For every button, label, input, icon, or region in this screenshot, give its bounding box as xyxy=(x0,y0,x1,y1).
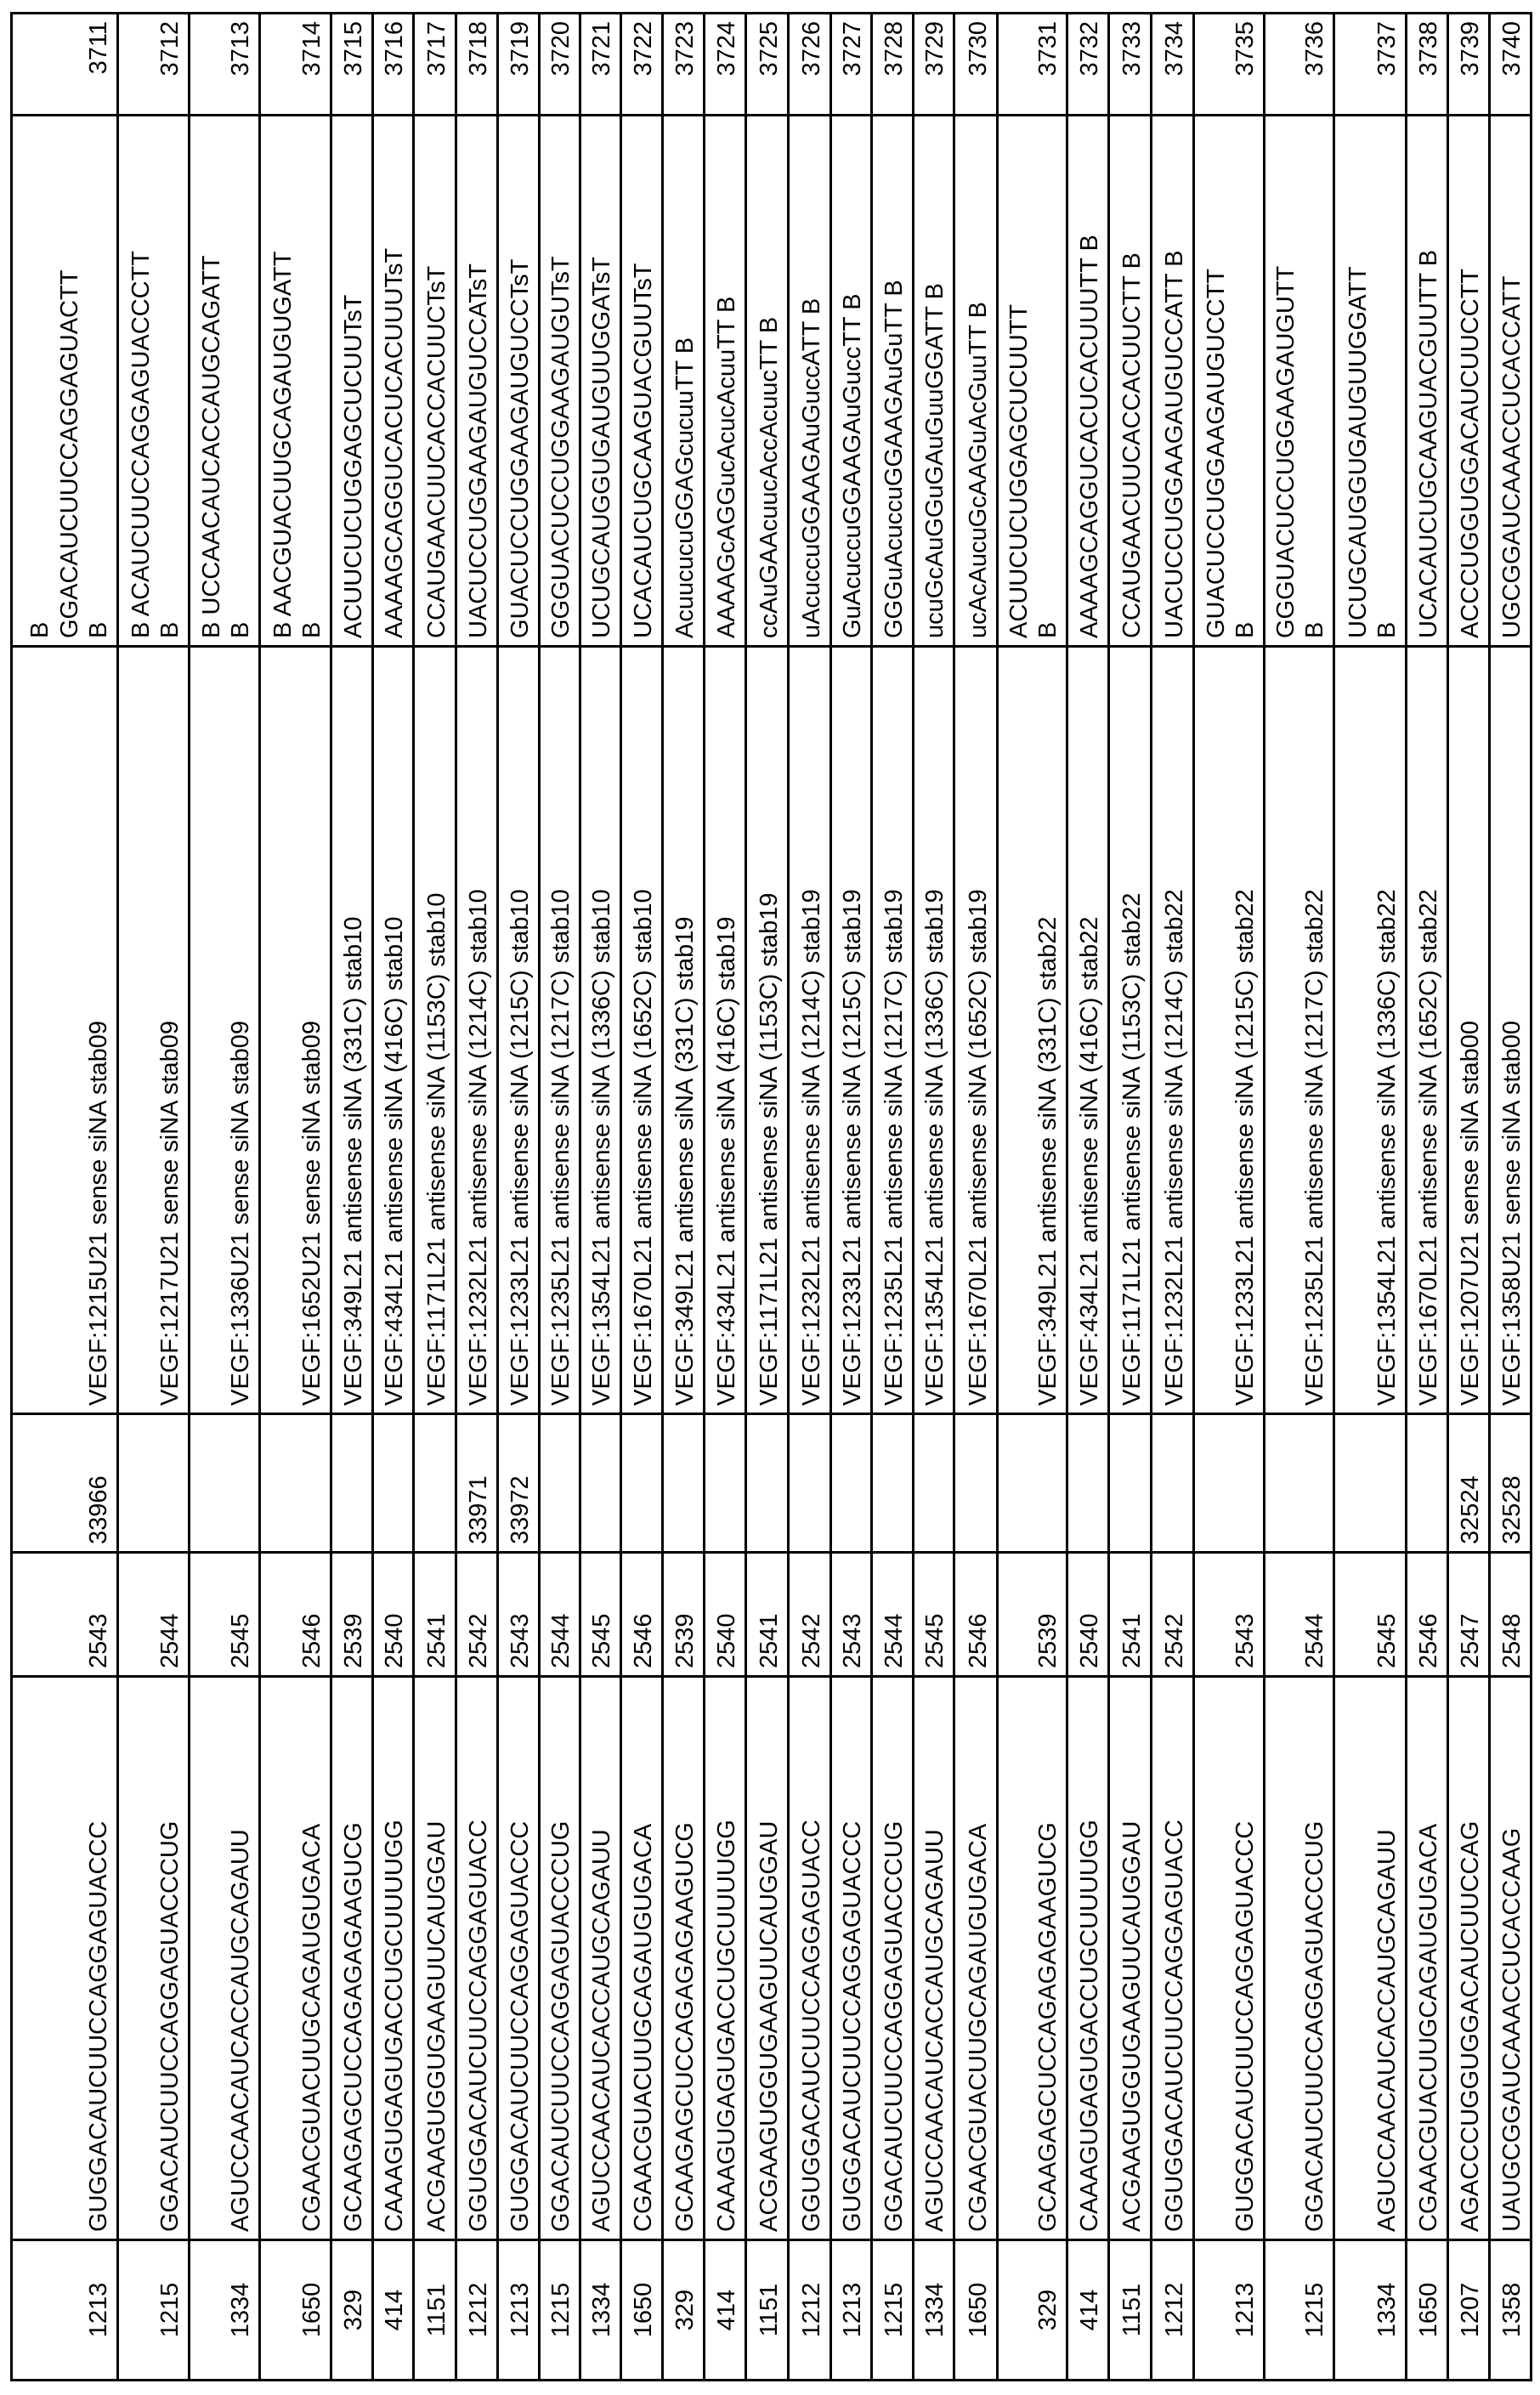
target-seq-id-cell: 2542 xyxy=(789,1553,831,1677)
sirna-seq-id-cell: 3729 xyxy=(914,14,954,116)
target-sequence-cell: GUGGACAUCUUCCAGGAGUACCC xyxy=(498,1677,540,2240)
target-seq-id-cell: 2546 xyxy=(260,1553,331,1677)
target-seq-id-cell: 2545 xyxy=(1334,1553,1407,1677)
target-seq-id-cell: 2545 xyxy=(190,1553,260,1677)
table-row xyxy=(1265,14,1334,2381)
sirna-sequence-cell: UCUGCAUGGUGAUGUUGGATsT xyxy=(580,116,621,647)
sirna-seq-id-cell: 3720 xyxy=(540,14,580,116)
target-seq-id-cell: 2545 xyxy=(580,1553,621,1677)
target-position-cell: 1650 xyxy=(260,2240,331,2381)
table-row xyxy=(456,14,498,2381)
compound-number-cell xyxy=(1334,1414,1407,1553)
target-sequence-cell: ACGAAGUGGUGAAGUUCAUGGAU xyxy=(414,1677,456,2240)
target-sequence-cell: GGACAUCUUCCAGGAGUACCCUG xyxy=(118,1677,190,2240)
table-row xyxy=(12,14,118,2381)
target-position-cell: 1215 xyxy=(540,2240,580,2381)
target-seq-id-cell: 2546 xyxy=(1407,1553,1448,1677)
sirna-seq-id-cell: 3737 xyxy=(1334,14,1407,116)
compound-number-cell xyxy=(998,1414,1067,1553)
sirna-sequence-cell: B AACGUACUUGCAGAUGUGATT B xyxy=(260,116,331,647)
compound-number-cell xyxy=(954,1414,998,1553)
target-position-cell: 1213 xyxy=(831,2240,872,2381)
target-position-cell: 1151 xyxy=(1109,2240,1152,2381)
target-position-cell: 1213 xyxy=(12,2240,118,2381)
target-position-cell: 1213 xyxy=(498,2240,540,2381)
alias-cell: VEGF:1232L21 antisense siNA (1214C) stab22 xyxy=(1152,647,1194,1414)
sirna-sequence-cell: UACUCCUGGAAGAUGUCCATT B xyxy=(1152,116,1194,647)
target-seq-id-cell: 2546 xyxy=(954,1553,998,1677)
target-sequence-cell: GCAAGAGCUCCAGAGAGAAGUCG xyxy=(663,1677,705,2240)
target-sequence-cell: GGACAUCUUCCAGGAGUACCCUG xyxy=(872,1677,914,2240)
alias-cell: VEGF:1670L21 antisense siNA (1652C) stab10 xyxy=(621,647,663,1414)
target-seq-id-cell: 2544 xyxy=(1265,1553,1334,1677)
alias-cell: VEGF:1233L21 antisense siNA (1215C) stab22 xyxy=(1194,647,1265,1414)
sirna-sequence-cell: ucAcAucuGcAAGuAcGuuTT B xyxy=(954,116,998,647)
alias-cell: VEGF:1217U21 sense siNA stab09 xyxy=(118,647,190,1414)
alias-cell: VEGF:1233L21 antisense siNA (1215C) stab19 xyxy=(831,647,872,1414)
target-sequence-cell: GGACAUCUUCCAGGAGUACCCUG xyxy=(540,1677,580,2240)
alias-cell: VEGF:1235L21 antisense siNA (1217C) stab22 xyxy=(1265,647,1334,1414)
compound-number-cell xyxy=(872,1414,914,1553)
alias-cell: VEGF:1232L21 antisense siNA (1214C) stab19 xyxy=(789,647,831,1414)
target-seq-id-cell: 2543 xyxy=(498,1553,540,1677)
target-sequence-cell: AGUCCAACAUCACCAUGCAGAUU xyxy=(190,1677,260,2240)
target-sequence-cell: AGUCCAACAUCACCAUGCAGAUU xyxy=(580,1677,621,2240)
compound-number-cell: 33971 xyxy=(456,1414,498,1553)
compound-number-cell xyxy=(789,1414,831,1553)
sirna-sequence-cell: AAAAGcAGGucAcucAcuuTT B xyxy=(705,116,746,647)
sirna-seq-id-cell: 3721 xyxy=(580,14,621,116)
alias-cell: VEGF:1670L21 antisense siNA (1652C) stab19 xyxy=(954,647,998,1414)
target-position-cell: 1151 xyxy=(746,2240,789,2381)
target-sequence-cell: GCAAGAGCUCCAGAGAGAAGUCG xyxy=(998,1677,1067,2240)
sirna-sequence-cell: CCAUGAACUUCACCACUUCTT B xyxy=(1109,116,1152,647)
sirna-sequence-cell: GGGUACUCCUGGAAGAUGUTT B xyxy=(1265,116,1334,647)
alias-cell: VEGF:1358U21 sense siNA stab00 xyxy=(1490,647,1532,1414)
sirna-seq-id-cell: 3728 xyxy=(872,14,914,116)
table-row xyxy=(1194,14,1265,2381)
alias-cell: VEGF:434L21 antisense siNA (416C) stab10 xyxy=(373,647,414,1414)
sirna-sequence-cell: GGGUACUCCUGGAAGAUGUTsT xyxy=(540,116,580,647)
sirna-sequence-cell: ACUUCUCUGGAGCUCUUTsT xyxy=(331,116,373,647)
compound-number-cell: 32524 xyxy=(1448,1414,1490,1553)
table-row xyxy=(663,14,705,2381)
compound-number-cell xyxy=(1067,1414,1109,1553)
sirna-seq-id-cell: 3714 xyxy=(260,14,331,116)
alias-cell: VEGF:1171L21 antisense siNA (1153C) stab22 xyxy=(1109,647,1152,1414)
sirna-seq-id-cell: 3713 xyxy=(190,14,260,116)
sirna-seq-id-cell: 3711 xyxy=(12,14,118,116)
target-seq-id-cell: 2543 xyxy=(831,1553,872,1677)
target-sequence-cell: CGAACGUACUUGCAGAUGUGACA xyxy=(954,1677,998,2240)
compound-number-cell xyxy=(1109,1414,1152,1553)
sirna-seq-id-cell: 3718 xyxy=(456,14,498,116)
target-seq-id-cell: 2541 xyxy=(414,1553,456,1677)
alias-cell: VEGF:349L21 antisense siNA (331C) stab10 xyxy=(331,647,373,1414)
target-position-cell: 1358 xyxy=(1490,2240,1532,2381)
compound-number-cell xyxy=(1194,1414,1265,1553)
target-seq-id-cell: 2544 xyxy=(118,1553,190,1677)
target-position-cell: 1213 xyxy=(1194,2240,1265,2381)
table-row xyxy=(260,14,331,2381)
target-sequence-cell: CAAAGUGAGUGACCUGCUUUUGG xyxy=(373,1677,414,2240)
compound-number-cell xyxy=(118,1414,190,1553)
alias-cell: VEGF:1215U21 sense siNA stab09 xyxy=(12,647,118,1414)
target-position-cell: 1151 xyxy=(414,2240,456,2381)
sirna-sequence-cell: UACUCCUGGAAGAUGUCCATsT xyxy=(456,116,498,647)
target-position-cell: 414 xyxy=(1067,2240,1109,2381)
target-position-cell: 1212 xyxy=(789,2240,831,2381)
sirna-seq-id-cell: 3733 xyxy=(1109,14,1152,116)
alias-cell: VEGF:1235L21 antisense siNA (1217C) stab10 xyxy=(540,647,580,1414)
target-position-cell: 1215 xyxy=(872,2240,914,2381)
alias-cell: VEGF:434L21 antisense siNA (416C) stab22 xyxy=(1067,647,1109,1414)
target-seq-id-cell: 2539 xyxy=(998,1553,1067,1677)
target-position-cell: 329 xyxy=(663,2240,705,2381)
target-sequence-cell: ACGAAGUGGUGAAGUUCAUGGAU xyxy=(1109,1677,1152,2240)
compound-number-cell: 33972 xyxy=(498,1414,540,1553)
sirna-sequence-cell: uAcuccuGGAAGAuGuccATT B xyxy=(789,116,831,647)
sirna-sequence-cell: ccAuGAAcuucAccAcuucTT B xyxy=(746,116,789,647)
table-row xyxy=(414,14,456,2381)
target-position-cell: 329 xyxy=(331,2240,373,2381)
target-position-cell: 414 xyxy=(373,2240,414,2381)
target-seq-id-cell: 2541 xyxy=(746,1553,789,1677)
target-sequence-cell: AGUCCAACAUCACCAUGCAGAUU xyxy=(914,1677,954,2240)
target-position-cell: 1215 xyxy=(118,2240,190,2381)
sirna-sequence-cell: AcuucucuGGAGcucuuTT B xyxy=(663,116,705,647)
target-seq-id-cell: 2544 xyxy=(872,1553,914,1677)
target-sequence-cell: ACGAAGUGGUGAAGUUCAUGGAU xyxy=(746,1677,789,2240)
compound-number-cell xyxy=(580,1414,621,1553)
target-sequence-cell: GUGGACAUCUUCCAGGAGUACCC xyxy=(1194,1677,1265,2240)
sirna-seq-id-cell: 3738 xyxy=(1407,14,1448,116)
sirna-sequence-cell: UGCGGAUCAAACCUCACCATT xyxy=(1490,116,1532,647)
target-position-cell: 329 xyxy=(998,2240,1067,2381)
target-sequence-cell: GUGGACAUCUUCCAGGAGUACCC xyxy=(831,1677,872,2240)
alias-cell: VEGF:1354L21 antisense siNA (1336C) stab22 xyxy=(1334,647,1407,1414)
sirna-sequence-cell: ucuGcAuGGuGAuGuuGGATT B xyxy=(914,116,954,647)
table-row xyxy=(1109,14,1152,2381)
compound-number-cell xyxy=(746,1414,789,1553)
alias-cell: VEGF:349L21 antisense siNA (331C) stab22 xyxy=(998,647,1067,1414)
target-position-cell: 1334 xyxy=(190,2240,260,2381)
sirna-seq-id-cell: 3734 xyxy=(1152,14,1194,116)
target-seq-id-cell: 2539 xyxy=(663,1553,705,1677)
target-seq-id-cell: 2539 xyxy=(331,1553,373,1677)
target-position-cell: 1650 xyxy=(1407,2240,1448,2381)
target-sequence-cell: UAUGCGGAUCAAACCUCACCAAG xyxy=(1490,1677,1532,2240)
compound-number-cell xyxy=(414,1414,456,1553)
target-seq-id-cell: 2541 xyxy=(1109,1553,1152,1677)
table-row xyxy=(1448,14,1490,2381)
sirna-sequence-cell: GUACUCCUGGAAGAUGUCCTT B xyxy=(1194,116,1265,647)
sirna-sequence-cell: GGGuAcuccuGGAAGAuGuTT B xyxy=(872,116,914,647)
sirna-seq-id-cell: 3722 xyxy=(621,14,663,116)
table-row xyxy=(914,14,954,2381)
target-position-cell: 1212 xyxy=(456,2240,498,2381)
sirna-seq-id-cell: 3730 xyxy=(954,14,998,116)
table-row xyxy=(746,14,789,2381)
sirna-sequence-cell: AAAAGCAGGUCACUCACUUUTsT xyxy=(373,116,414,647)
alias-cell: VEGF:434L21 antisense siNA (416C) stab19 xyxy=(705,647,746,1414)
target-seq-id-cell: 2548 xyxy=(1490,1553,1532,1677)
target-sequence-cell: CGAACGUACUUGCAGAUGUGACA xyxy=(260,1677,331,2240)
compound-number-cell xyxy=(260,1414,331,1553)
target-seq-id-cell: 2547 xyxy=(1448,1553,1490,1677)
alias-cell: VEGF:1652U21 sense siNA stab09 xyxy=(260,647,331,1414)
compound-number-cell xyxy=(1265,1414,1334,1553)
table-row xyxy=(1152,14,1194,2381)
alias-cell: VEGF:1171L21 antisense siNA (1153C) stab10 xyxy=(414,647,456,1414)
target-sequence-cell: CAAAGUGAGUGACCUGCUUUUGG xyxy=(1067,1677,1109,2240)
target-seq-id-cell: 2544 xyxy=(540,1553,580,1677)
sirna-sequence-cell: ACCCUGGUGGACAUCUUCCTT xyxy=(1448,116,1490,647)
target-sequence-cell: GCAAGAGCUCCAGAGAGAAGUCG xyxy=(331,1677,373,2240)
alias-cell: VEGF:349L21 antisense siNA (331C) stab19 xyxy=(663,647,705,1414)
sirna-seq-id-cell: 3739 xyxy=(1448,14,1490,116)
compound-number-cell xyxy=(1152,1414,1194,1553)
target-sequence-cell: CGAACGUACUUGCAGAUGUGACA xyxy=(621,1677,663,2240)
target-position-cell: 1212 xyxy=(1152,2240,1194,2381)
target-seq-id-cell: 2545 xyxy=(914,1553,954,1677)
compound-number-cell xyxy=(663,1414,705,1553)
sirna-sequence-cell: UCUGCAUGGUGAUGUUGGATT B xyxy=(1334,116,1407,647)
table-row xyxy=(331,14,373,2381)
sirna-sequence-cell: AAAAGCAGGUCACUCACUUUTT B xyxy=(1067,116,1109,647)
sirna-sequence-cell: UCACAUCUGCAAGUACGUUTT B xyxy=(1407,116,1448,647)
table-row xyxy=(373,14,414,2381)
table-row xyxy=(1490,14,1532,2381)
target-position-cell: 1334 xyxy=(914,2240,954,2381)
table-row xyxy=(872,14,914,2381)
target-seq-id-cell: 2540 xyxy=(705,1553,746,1677)
target-seq-id-cell: 2543 xyxy=(12,1553,118,1677)
alias-cell: VEGF:1232L21 antisense siNA (1214C) stab10 xyxy=(456,647,498,1414)
table-row xyxy=(831,14,872,2381)
sirna-seq-id-cell: 3719 xyxy=(498,14,540,116)
target-position-cell: 1215 xyxy=(1265,2240,1334,2381)
target-seq-id-cell: 2540 xyxy=(373,1553,414,1677)
compound-number-cell xyxy=(540,1414,580,1553)
target-sequence-cell: GGACAUCUUCCAGGAGUACCCUG xyxy=(1265,1677,1334,2240)
sirna-seq-id-cell: 3716 xyxy=(373,14,414,116)
target-position-cell: 1207 xyxy=(1448,2240,1490,2381)
compound-number-cell xyxy=(190,1414,260,1553)
alias-cell: VEGF:1670L21 antisense siNA (1652C) stab22 xyxy=(1407,647,1448,1414)
target-position-cell: 1334 xyxy=(1334,2240,1407,2381)
target-sequence-cell: AGUCCAACAUCACCAUGCAGAUU xyxy=(1334,1677,1407,2240)
target-position-cell: 1650 xyxy=(954,2240,998,2381)
sirna-seq-id-cell: 3726 xyxy=(789,14,831,116)
target-position-cell: 1650 xyxy=(621,2240,663,2381)
compound-number-cell xyxy=(331,1414,373,1553)
alias-cell: VEGF:1171L21 antisense siNA (1153C) stab19 xyxy=(746,647,789,1414)
target-position-cell: 1334 xyxy=(580,2240,621,2381)
rotated-page xyxy=(0,0,1540,2395)
sirna-seq-id-cell: 3736 xyxy=(1265,14,1334,116)
alias-cell: VEGF:1235L21 antisense siNA (1217C) stab19 xyxy=(872,647,914,1414)
alias-cell: VEGF:1354L21 antisense siNA (1336C) stab19 xyxy=(914,647,954,1414)
table-row xyxy=(580,14,621,2381)
table-row xyxy=(190,14,260,2381)
alias-cell: VEGF:1207U21 sense siNA stab00 xyxy=(1448,647,1490,1414)
sirna-seq-id-cell: 3727 xyxy=(831,14,872,116)
sirna-sequence-cell: UCACAUCUGCAAGUACGUUTsT xyxy=(621,116,663,647)
sirna-seq-id-cell: 3717 xyxy=(414,14,456,116)
target-sequence-cell: GGUGGACAUCUUCCAGGAGUACC xyxy=(456,1677,498,2240)
sirna-sequence-cell: GuAcuccuGGAAGAuGuccTT B xyxy=(831,116,872,647)
table-row xyxy=(621,14,663,2381)
sirna-seq-id-cell: 3735 xyxy=(1194,14,1265,116)
table-row xyxy=(118,14,190,2381)
table-row xyxy=(498,14,540,2381)
target-sequence-cell: CAAAGUGAGUGACCUGCUUUUGG xyxy=(705,1677,746,2240)
sirna-seq-id-cell: 3731 xyxy=(998,14,1067,116)
table-row xyxy=(705,14,746,2381)
target-sequence-cell: CGAACGUACUUGCAGAUGUGACA xyxy=(1407,1677,1448,2240)
table-row xyxy=(998,14,1067,2381)
compound-number-cell xyxy=(1407,1414,1448,1553)
sirna-seq-id-cell: 3712 xyxy=(118,14,190,116)
table-row xyxy=(1067,14,1109,2381)
compound-number-cell xyxy=(831,1414,872,1553)
alias-cell: VEGF:1354L21 antisense siNA (1336C) stab10 xyxy=(580,647,621,1414)
table-row xyxy=(540,14,580,2381)
target-seq-id-cell: 2546 xyxy=(621,1553,663,1677)
table-body xyxy=(12,14,1532,2381)
table-row xyxy=(954,14,998,2381)
table-row xyxy=(789,14,831,2381)
compound-number-cell: 33966 xyxy=(12,1414,118,1553)
target-seq-id-cell: 2542 xyxy=(1152,1553,1194,1677)
sirna-seq-id-cell: 3740 xyxy=(1490,14,1532,116)
sirna-sequence-cell: B UCCAACAUCACCAUGCAGATT B xyxy=(190,116,260,647)
sirna-sequence-cell: CCAUGAACUUCACCACUUCTsT xyxy=(414,116,456,647)
sirna-sequence-cell: ACUUCUCUGGAGCUCUUTT B xyxy=(998,116,1067,647)
target-sequence-cell: AGACCCUGGUGGACAUCUUCCAG xyxy=(1448,1677,1490,2240)
target-seq-id-cell: 2543 xyxy=(1194,1553,1265,1677)
compound-number-cell xyxy=(705,1414,746,1553)
sirna-sequence-cell: B GGACAUCUUCCAGGAGUACTT B xyxy=(12,116,118,647)
table-row xyxy=(1334,14,1407,2381)
compound-number-cell: 32528 xyxy=(1490,1414,1532,1553)
target-seq-id-cell: 2540 xyxy=(1067,1553,1109,1677)
sirna-sequence-cell: B ACAUCUUCCAGGAGUACCCTT B xyxy=(118,116,190,647)
target-sequence-cell: GGUGGACAUCUUCCAGGAGUACC xyxy=(1152,1677,1194,2240)
sirna-sequence-cell: GUACUCCUGGAAGAUGUCCTsT xyxy=(498,116,540,647)
target-sequence-cell: GGUGGACAUCUUCCAGGAGUACC xyxy=(789,1677,831,2240)
sirna-sequence-table xyxy=(10,12,1532,2381)
sirna-seq-id-cell: 3724 xyxy=(705,14,746,116)
compound-number-cell xyxy=(914,1414,954,1553)
alias-cell: VEGF:1233L21 antisense siNA (1215C) stab10 xyxy=(498,647,540,1414)
sirna-seq-id-cell: 3723 xyxy=(663,14,705,116)
sirna-seq-id-cell: 3715 xyxy=(331,14,373,116)
target-position-cell: 414 xyxy=(705,2240,746,2381)
compound-number-cell xyxy=(621,1414,663,1553)
sirna-seq-id-cell: 3732 xyxy=(1067,14,1109,116)
target-sequence-cell: GUGGACAUCUUCCAGGAGUACCC xyxy=(12,1677,118,2240)
compound-number-cell xyxy=(373,1414,414,1553)
sirna-seq-id-cell: 3725 xyxy=(746,14,789,116)
target-seq-id-cell: 2542 xyxy=(456,1553,498,1677)
alias-cell: VEGF:1336U21 sense siNA stab09 xyxy=(190,647,260,1414)
table-row xyxy=(1407,14,1448,2381)
